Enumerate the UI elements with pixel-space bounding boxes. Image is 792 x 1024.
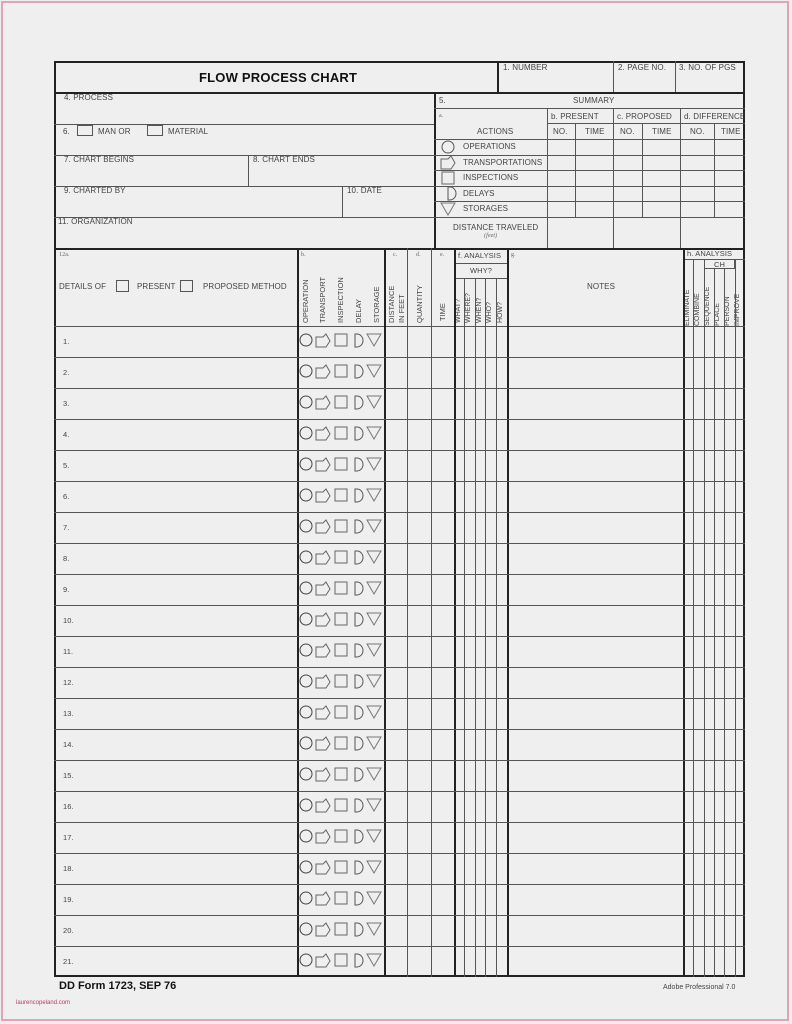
table-row[interactable] bbox=[54, 884, 745, 915]
difference-header: d. DIFFERENCE bbox=[684, 112, 746, 121]
inspection-icon[interactable] bbox=[334, 612, 348, 626]
col-b-label: b. bbox=[301, 252, 306, 258]
delay-icon[interactable] bbox=[353, 643, 365, 658]
inspection-icon[interactable] bbox=[334, 364, 348, 378]
delay-icon[interactable] bbox=[353, 364, 365, 379]
operation-icon[interactable] bbox=[299, 736, 313, 750]
material-label: MATERIAL bbox=[168, 127, 209, 136]
row-number: 2. bbox=[63, 368, 70, 377]
transport-icon[interactable] bbox=[315, 891, 331, 906]
proposed-time: TIME bbox=[652, 127, 672, 136]
transport-icon[interactable] bbox=[315, 364, 331, 379]
transport-icon[interactable] bbox=[315, 333, 331, 348]
inspection-icon[interactable] bbox=[334, 767, 348, 781]
transport-icon[interactable] bbox=[315, 860, 331, 875]
divider bbox=[675, 61, 676, 92]
operation-icon[interactable] bbox=[299, 829, 313, 843]
operation-icon[interactable] bbox=[299, 488, 313, 502]
divider bbox=[454, 263, 507, 264]
storage-icon[interactable] bbox=[366, 953, 382, 967]
col-combine: COMBINE bbox=[694, 293, 701, 326]
col-in-feet: IN FEET bbox=[397, 294, 406, 323]
present-no: NO. bbox=[553, 127, 568, 136]
delay-icon[interactable] bbox=[353, 953, 365, 968]
storage-icon[interactable] bbox=[366, 364, 382, 378]
table-row[interactable] bbox=[54, 357, 745, 388]
analysis-f-label: f. ANALYSIS bbox=[458, 251, 502, 260]
transport-icon[interactable] bbox=[315, 395, 331, 410]
storage-icon[interactable] bbox=[366, 860, 382, 874]
delay-icon[interactable] bbox=[353, 891, 365, 906]
inspection-icon[interactable] bbox=[334, 426, 348, 440]
proposed-method-label: PROPOSED METHOD bbox=[203, 282, 287, 291]
col-what: WHAT? bbox=[455, 299, 462, 323]
details-of-label: DETAILS OF bbox=[59, 282, 107, 291]
page-no-field[interactable]: 2. PAGE NO. bbox=[618, 63, 667, 72]
col-person: PERSON bbox=[724, 296, 731, 326]
transport-icon bbox=[440, 155, 456, 170]
proposed-checkbox[interactable] bbox=[180, 280, 193, 292]
chart-ends-field[interactable]: 8. CHART ENDS bbox=[253, 155, 315, 164]
operation-icon[interactable] bbox=[299, 426, 313, 440]
col-quantity: QUANTITY bbox=[415, 285, 424, 323]
storage-icon[interactable] bbox=[366, 333, 382, 347]
transport-icon[interactable] bbox=[315, 829, 331, 844]
delay-icon bbox=[446, 186, 458, 201]
inspection-icon[interactable] bbox=[334, 519, 348, 533]
man-checkbox[interactable] bbox=[77, 125, 93, 136]
storage-icon[interactable] bbox=[366, 922, 382, 936]
storage-icon[interactable] bbox=[366, 798, 382, 812]
inspection-icon[interactable] bbox=[334, 829, 348, 843]
operation-icon[interactable] bbox=[299, 612, 313, 626]
storage-icon[interactable] bbox=[366, 488, 382, 502]
divider bbox=[454, 278, 507, 279]
row-number: 16. bbox=[63, 802, 74, 811]
operation-icon[interactable] bbox=[299, 550, 313, 564]
transport-icon[interactable] bbox=[315, 488, 331, 503]
inspection-icon[interactable] bbox=[334, 736, 348, 750]
operation-icon[interactable] bbox=[299, 767, 313, 781]
table-row[interactable] bbox=[54, 698, 745, 729]
row-number: 7. bbox=[63, 523, 70, 532]
delay-icon[interactable] bbox=[353, 519, 365, 534]
inspection-icon[interactable] bbox=[334, 581, 348, 595]
inspection-icon[interactable] bbox=[334, 798, 348, 812]
col-operation: OPERATION bbox=[301, 279, 310, 323]
table-row[interactable] bbox=[54, 760, 745, 791]
table-row[interactable] bbox=[54, 853, 745, 884]
present-checkbox[interactable] bbox=[116, 280, 129, 292]
table-row[interactable] bbox=[54, 729, 745, 760]
inspection-icon[interactable] bbox=[334, 922, 348, 936]
table-row[interactable] bbox=[54, 512, 745, 543]
storage-icon[interactable] bbox=[366, 426, 382, 440]
inspection-icon[interactable] bbox=[334, 643, 348, 657]
transport-icon[interactable] bbox=[315, 519, 331, 534]
divider bbox=[54, 248, 745, 250]
row-number: 17. bbox=[63, 833, 74, 842]
divider bbox=[613, 108, 614, 248]
form-id: DD Form 1723, SEP 76 bbox=[59, 980, 177, 992]
operation-icon[interactable] bbox=[299, 674, 313, 688]
table-row[interactable] bbox=[54, 636, 745, 667]
row-number: 19. bbox=[63, 895, 74, 904]
item6-label: 6. bbox=[63, 127, 70, 136]
operation-icon[interactable] bbox=[299, 953, 313, 967]
divider bbox=[54, 124, 434, 125]
row-number: 5. bbox=[63, 461, 70, 470]
delay-icon[interactable] bbox=[353, 922, 365, 937]
storage-icon[interactable] bbox=[366, 612, 382, 626]
summary-title: SUMMARY bbox=[573, 96, 615, 105]
why-label: WHY? bbox=[470, 266, 493, 275]
col-inspection: INSPECTION bbox=[336, 277, 345, 323]
col-improve: IMPROVE bbox=[734, 293, 741, 326]
material-checkbox[interactable] bbox=[147, 125, 163, 136]
row-number: 4. bbox=[63, 430, 70, 439]
inspection-icon[interactable] bbox=[334, 860, 348, 874]
transport-icon[interactable] bbox=[315, 736, 331, 751]
table-row[interactable] bbox=[54, 543, 745, 574]
table-row[interactable] bbox=[54, 450, 745, 481]
col-c-label: c. bbox=[393, 252, 398, 258]
table-row[interactable] bbox=[54, 822, 745, 853]
analysis-h-label: h. ANALYSIS bbox=[687, 249, 733, 258]
storage-icon[interactable] bbox=[366, 581, 382, 595]
summary-row-inspections: INSPECTIONS bbox=[463, 173, 519, 182]
col-when: WHEN? bbox=[476, 297, 483, 323]
delay-icon[interactable] bbox=[353, 395, 365, 410]
divider bbox=[547, 123, 745, 124]
present-header: b. PRESENT bbox=[551, 112, 599, 121]
summary-row-delays: DELAYS bbox=[463, 189, 495, 198]
storage-icon[interactable] bbox=[366, 705, 382, 719]
row-number: 13. bbox=[63, 709, 74, 718]
operation-icon[interactable] bbox=[299, 581, 313, 595]
actions-header: ACTIONS bbox=[477, 127, 514, 136]
form-title: FLOW PROCESS CHART bbox=[199, 70, 358, 85]
storage-icon[interactable] bbox=[366, 550, 382, 564]
proposed-header: c. PROPOSED bbox=[617, 112, 672, 121]
summary-num: 5. bbox=[439, 96, 446, 105]
operation-icon[interactable] bbox=[299, 643, 313, 657]
inspection-icon[interactable] bbox=[334, 488, 348, 502]
row-number: 15. bbox=[63, 771, 74, 780]
row-number: 11. bbox=[63, 647, 74, 656]
inspection-icon[interactable] bbox=[334, 333, 348, 347]
transport-icon[interactable] bbox=[315, 426, 331, 441]
col-time: TIME bbox=[438, 303, 447, 321]
transport-icon[interactable] bbox=[315, 457, 331, 472]
process-field[interactable]: 4. PROCESS bbox=[64, 93, 114, 102]
divider bbox=[434, 170, 745, 171]
col-sequence: SEQUENCE bbox=[704, 286, 711, 326]
transport-icon[interactable] bbox=[315, 612, 331, 627]
delay-icon[interactable] bbox=[353, 581, 365, 596]
table-row[interactable] bbox=[54, 605, 745, 636]
transport-icon[interactable] bbox=[315, 953, 331, 968]
row-number: 20. bbox=[63, 926, 74, 935]
row-number: 3. bbox=[63, 399, 70, 408]
storage-icon[interactable] bbox=[366, 829, 382, 843]
operation-icon[interactable] bbox=[299, 519, 313, 533]
operation-icon bbox=[441, 140, 455, 154]
summary-a: a. bbox=[439, 113, 444, 119]
feet-label: (feet) bbox=[484, 233, 498, 239]
col-who: WHO? bbox=[486, 302, 493, 323]
delay-icon[interactable] bbox=[353, 674, 365, 689]
delay-icon[interactable] bbox=[353, 426, 365, 441]
inspection-icon bbox=[441, 171, 455, 185]
divider bbox=[680, 108, 681, 248]
delay-icon[interactable] bbox=[353, 798, 365, 813]
no-of-pgs-field[interactable]: 3. NO. OF PGS bbox=[679, 63, 736, 72]
delay-icon[interactable] bbox=[353, 829, 365, 844]
table-row[interactable] bbox=[54, 946, 745, 977]
divider bbox=[434, 155, 745, 156]
divider bbox=[434, 186, 745, 187]
col-distance: DISTANCE bbox=[387, 285, 396, 323]
storage-icon[interactable] bbox=[366, 395, 382, 409]
storage-icon[interactable] bbox=[366, 736, 382, 750]
transport-icon[interactable] bbox=[315, 922, 331, 937]
table-row[interactable] bbox=[54, 574, 745, 605]
transport-icon[interactable] bbox=[315, 674, 331, 689]
row-number: 18. bbox=[63, 864, 74, 873]
col-how: HOW? bbox=[497, 302, 504, 323]
divider bbox=[434, 217, 745, 218]
storage-icon bbox=[440, 202, 456, 216]
operation-icon[interactable] bbox=[299, 798, 313, 812]
present-label: PRESENT bbox=[137, 282, 176, 291]
col-12a-label: 12a. bbox=[59, 252, 70, 258]
table-row[interactable] bbox=[54, 326, 745, 357]
delay-icon[interactable] bbox=[353, 612, 365, 627]
number-field[interactable]: 1. NUMBER bbox=[503, 63, 548, 72]
summary-row-transportations: TRANSPORTATIONS bbox=[463, 158, 543, 167]
chart-begins-field[interactable]: 7. CHART BEGINS bbox=[64, 155, 135, 164]
divider bbox=[434, 139, 745, 140]
storage-icon[interactable] bbox=[366, 457, 382, 471]
storage-icon[interactable] bbox=[366, 891, 382, 905]
col-transport: TRANSPORT bbox=[318, 276, 327, 323]
inspection-icon[interactable] bbox=[334, 705, 348, 719]
table-row[interactable] bbox=[54, 388, 745, 419]
divider bbox=[434, 108, 745, 109]
delay-icon[interactable] bbox=[353, 457, 365, 472]
operation-icon[interactable] bbox=[299, 457, 313, 471]
divider bbox=[613, 61, 614, 92]
table-row[interactable] bbox=[54, 419, 745, 450]
notes-header: NOTES bbox=[587, 282, 616, 291]
delay-icon[interactable] bbox=[353, 488, 365, 503]
delay-icon[interactable] bbox=[353, 705, 365, 720]
transport-icon[interactable] bbox=[315, 643, 331, 658]
delay-icon[interactable] bbox=[353, 860, 365, 875]
divider bbox=[547, 108, 548, 248]
transport-icon[interactable] bbox=[315, 798, 331, 813]
summary-row-storages: STORAGES bbox=[463, 204, 509, 213]
storage-icon[interactable] bbox=[366, 519, 382, 533]
man-or-label: MAN OR bbox=[98, 127, 131, 136]
divider bbox=[54, 92, 745, 94]
inspection-icon[interactable] bbox=[334, 953, 348, 967]
row-number: 9. bbox=[63, 585, 70, 594]
transport-icon[interactable] bbox=[315, 767, 331, 782]
table-row[interactable] bbox=[54, 481, 745, 512]
present-time: TIME bbox=[585, 127, 605, 136]
col-d-label: d. bbox=[416, 252, 421, 258]
inspection-icon[interactable] bbox=[334, 457, 348, 471]
delay-icon[interactable] bbox=[353, 736, 365, 751]
transport-icon[interactable] bbox=[315, 581, 331, 596]
operation-icon[interactable] bbox=[299, 860, 313, 874]
transport-icon[interactable] bbox=[315, 550, 331, 565]
storage-icon[interactable] bbox=[366, 643, 382, 657]
col-g-label: g. bbox=[511, 252, 516, 258]
inspection-icon[interactable] bbox=[334, 550, 348, 564]
summary-row-operations: OPERATIONS bbox=[463, 142, 516, 151]
inspection-icon[interactable] bbox=[334, 395, 348, 409]
col-e-label: e. bbox=[440, 252, 445, 258]
row-number: 6. bbox=[63, 492, 70, 501]
inspection-icon[interactable] bbox=[334, 891, 348, 905]
table-row[interactable] bbox=[54, 667, 745, 698]
operation-icon[interactable] bbox=[299, 395, 313, 409]
charted-by-field[interactable]: 9. CHARTED BY bbox=[64, 186, 126, 195]
col-delay: DELAY bbox=[354, 298, 363, 323]
col-where: WHERE? bbox=[465, 293, 472, 323]
delay-icon[interactable] bbox=[353, 333, 365, 348]
difference-time: TIME bbox=[721, 127, 741, 136]
delay-icon[interactable] bbox=[353, 767, 365, 782]
date-field[interactable]: 10. DATE bbox=[347, 186, 382, 195]
storage-icon[interactable] bbox=[366, 674, 382, 688]
difference-no: NO. bbox=[690, 127, 705, 136]
row-number: 10. bbox=[63, 616, 74, 625]
divider bbox=[497, 61, 499, 92]
storage-icon[interactable] bbox=[366, 767, 382, 781]
row-number: 21. bbox=[63, 957, 74, 966]
col-place: PLACE bbox=[714, 303, 721, 326]
ch-label: CH bbox=[714, 260, 726, 269]
inspection-icon[interactable] bbox=[334, 674, 348, 688]
distance-traveled-label: DISTANCE TRAVELED bbox=[453, 223, 539, 232]
operation-icon[interactable] bbox=[299, 705, 313, 719]
operation-icon[interactable] bbox=[299, 891, 313, 905]
divider bbox=[434, 201, 745, 202]
table-row[interactable] bbox=[54, 791, 745, 822]
operation-icon[interactable] bbox=[299, 364, 313, 378]
organization-field[interactable]: 11. ORGANIZATION bbox=[58, 217, 133, 226]
col-eliminate: ELIMINATE bbox=[684, 289, 691, 326]
divider bbox=[248, 155, 249, 186]
software-label: Adobe Professional 7.0 bbox=[663, 984, 736, 991]
divider bbox=[342, 186, 343, 217]
table-row[interactable] bbox=[54, 915, 745, 946]
operation-icon[interactable] bbox=[299, 333, 313, 347]
row-number: 14. bbox=[63, 740, 74, 749]
row-number: 8. bbox=[63, 554, 70, 563]
row-number: 1. bbox=[63, 337, 70, 346]
delay-icon[interactable] bbox=[353, 550, 365, 565]
operation-icon[interactable] bbox=[299, 922, 313, 936]
transport-icon[interactable] bbox=[315, 705, 331, 720]
proposed-no: NO. bbox=[620, 127, 635, 136]
row-number: 12. bbox=[63, 678, 74, 687]
col-storage: STORAGE bbox=[372, 286, 381, 323]
watermark: laurencopeland.com bbox=[16, 1000, 71, 1006]
